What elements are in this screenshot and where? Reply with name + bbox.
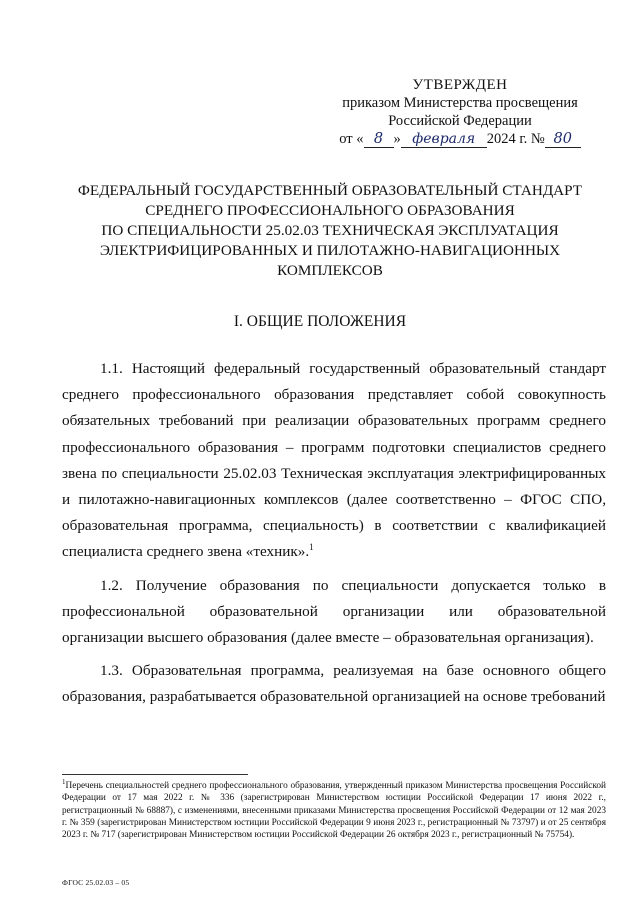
- paragraph-1-1-text: 1.1. Настоящий федеральный государственный образовательный стандарт среднего профессионального образования представляет собой совокупность обязательных требований при реализации образовательных программ среднего профессионального образования – программ подготовки специалистов среднего звена по специальности 25.02.03 Техническая эксплуатация электрифицированных и пилотажно-навигационных комплексов (далее соответственно – ФГОС СПО, образовательная программа, специальность) в соответствии с квалификацией специалиста среднего звена «техник».: [62, 360, 606, 561]
- standard-title-line: ЭЛЕКТРИФИЦИРОВАННЫХ И ПИЛОТАЖНО-НАВИГАЦИОННЫХ: [99, 242, 561, 259]
- footnote-divider: [62, 774, 248, 775]
- footnote-text: Перечень специальностей среднего профессионального образования, утвержденный приказом Министерства просвещения Российской Федерации от 17 мая 2022 г. № 336 (зарегистрирован Министерством юстиции Российской Федерации 17 июня 2022 г., регистрационный № 68887), с изменениями, внесенными приказами Министерства просвещения Российской Федерации от 12 мая 2023 г. № 359 (зарегистрирован Министерством юстиции Российской Федерации 9 июня 2023 г., регистрационный № 73797) и от 25 сентября 2023 г. № 717 (зарегистрирован Министерством юстиции Российской Федерации 26 октября 2023 г., регистрационный № 75754).: [62, 781, 606, 841]
- approval-line-2: Российской Федерации: [388, 113, 532, 129]
- standard-title-line: СРЕДНЕГО ПРОФЕССИОНАЛЬНОГО ОБРАЗОВАНИЯ: [145, 202, 515, 219]
- date-year: 2024 г. №: [486, 131, 545, 147]
- handwritten-order-number: 80: [545, 132, 581, 148]
- standard-title-line: ПО СПЕЦИАЛЬНОСТИ 25.02.03 ТЕХНИЧЕСКАЯ ЭКСПЛУАТАЦИЯ: [101, 222, 559, 239]
- paragraph-1-3: 1.3. Образовательная программа, реализуемая на базе основного общего образования, разрабатывается образовательной организацией на основе требований: [62, 662, 606, 706]
- footnote: [62, 777, 606, 841]
- handwritten-month: февраля: [401, 132, 487, 148]
- footnote-reference: 1: [309, 542, 314, 553]
- date-prefix: от «: [339, 131, 364, 147]
- section-heading: I. ОБЩИЕ ПОЛОЖЕНИЯ: [233, 313, 407, 330]
- standard-title-line: ФЕДЕРАЛЬНЫЙ ГОСУДАРСТВЕННЫЙ ОБРАЗОВАТЕЛЬНЫЙ СТАНДАРТ: [77, 182, 583, 199]
- paragraph-1-2: 1.2. Получение образования по специальности допускается только в профессиональной образовательной организации или образовательной организации высшего образования (далее вместе – образовательная организация).: [62, 576, 606, 647]
- standard-title-line: КОМПЛЕКСОВ: [277, 262, 383, 279]
- footnote-mark: 1: [62, 777, 66, 786]
- approval-block: [330, 76, 590, 148]
- approval-line-1: приказом Министерства просвещения: [342, 95, 578, 111]
- handwritten-day: 8: [364, 132, 394, 148]
- approval-title: УТВЕРЖДЕН: [412, 77, 508, 93]
- document-body: [62, 356, 606, 718]
- page-footer-code: ФГОС 25.02.03 – 05: [62, 878, 130, 887]
- approval-date-line: [330, 130, 590, 148]
- date-mid: »: [393, 131, 401, 147]
- standard-title: [60, 181, 600, 281]
- paragraph-1-1: [62, 356, 606, 566]
